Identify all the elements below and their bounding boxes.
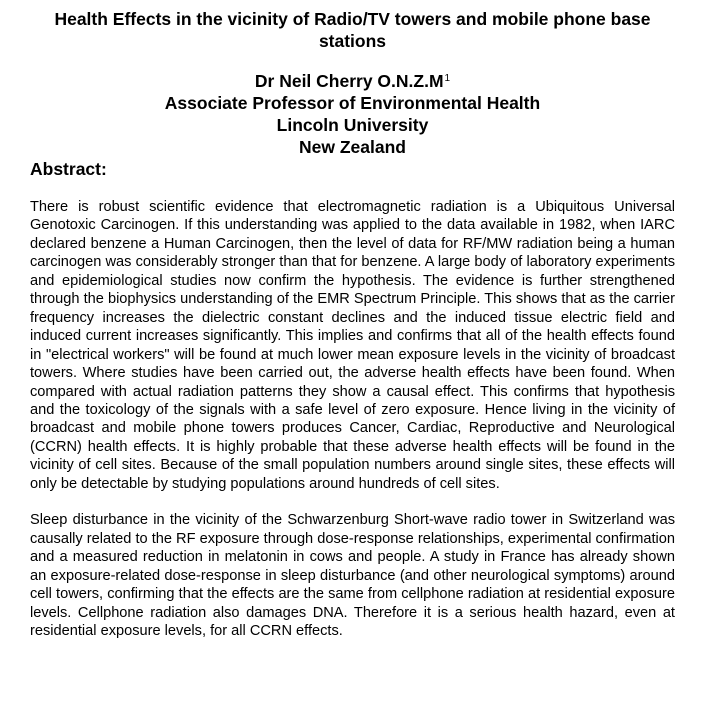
author-institution: Lincoln University bbox=[276, 115, 429, 135]
author-name-line bbox=[30, 70, 675, 92]
abstract-heading: Abstract: bbox=[30, 159, 107, 179]
author-country: New Zealand bbox=[299, 137, 406, 157]
author-block bbox=[30, 70, 675, 158]
author-name: Dr Neil Cherry O.N.Z.M bbox=[254, 71, 444, 91]
abstract-paragraph-1: There is robust scientific evidence that electromagnetic radiation is a Ubiquitous Universal Genotoxic Carcinogen. If this understanding was applied to the data available in 1982, when IARC declared benzene a Human Carcinogen, then the level of data for RF/MW radiation being a human carcinogen was considerably stronger than that for benzene. A large body of laboratory experiments and epidemiological studies now confirm the hypothesis. The evidence is further strengthened through the biophysics understanding of the EMR Spectrum Principle. This shows that as the carrier frequency increases the dielectric constant declines and the induced tissue electric field and induced current increases significantly. This implies and confirms that all of the health effects found in "electrical workers" will be found at much lower mean exposure levels in the vicinity of broadcast towers. Where studies have been carried out, the adverse health effects have been found. When compared with actual radiation patterns they show a causal effect. This confirms that hypothesis and the toxicology of the signals with a safe level of zero exposure. Hence living in the vicinity of broadcast and mobile phone towers produces Cancer, Cardiac, Reproductive and Neurological (CCRN) health effects. It is highly probable that these adverse health effects will be found in the vicinity of cell sites. Because of the small population numbers around single sites, these effects will only be detectable by studying populations around hundreds of cell sites. bbox=[30, 199, 675, 492]
paper-title: Health Effects in the vicinity of Radio/TV towers and mobile phone base stations bbox=[54, 9, 651, 51]
abstract-paragraph-2: Sleep disturbance in the vicinity of the Schwarzenburg Short-wave radio tower in Switzerland was causally related to the RF exposure through dose-response relationships, experimental confirmation and a measured reduction in melatonin in cows and people. A study in France has already shown an exposure-related dose-response in sleep disturbance (and other neurological symptoms) around cell towers, confirming that the effects are the same from cellphone radiation at residential exposure levels. Cellphone radiation also damages DNA. Therefore it is a serious health hazard, even at residential exposure levels, for all CCRN effects. bbox=[30, 512, 675, 639]
author-position: Associate Professor of Environmental Health bbox=[164, 93, 541, 113]
author-footnote-marker: 1 bbox=[444, 73, 451, 84]
